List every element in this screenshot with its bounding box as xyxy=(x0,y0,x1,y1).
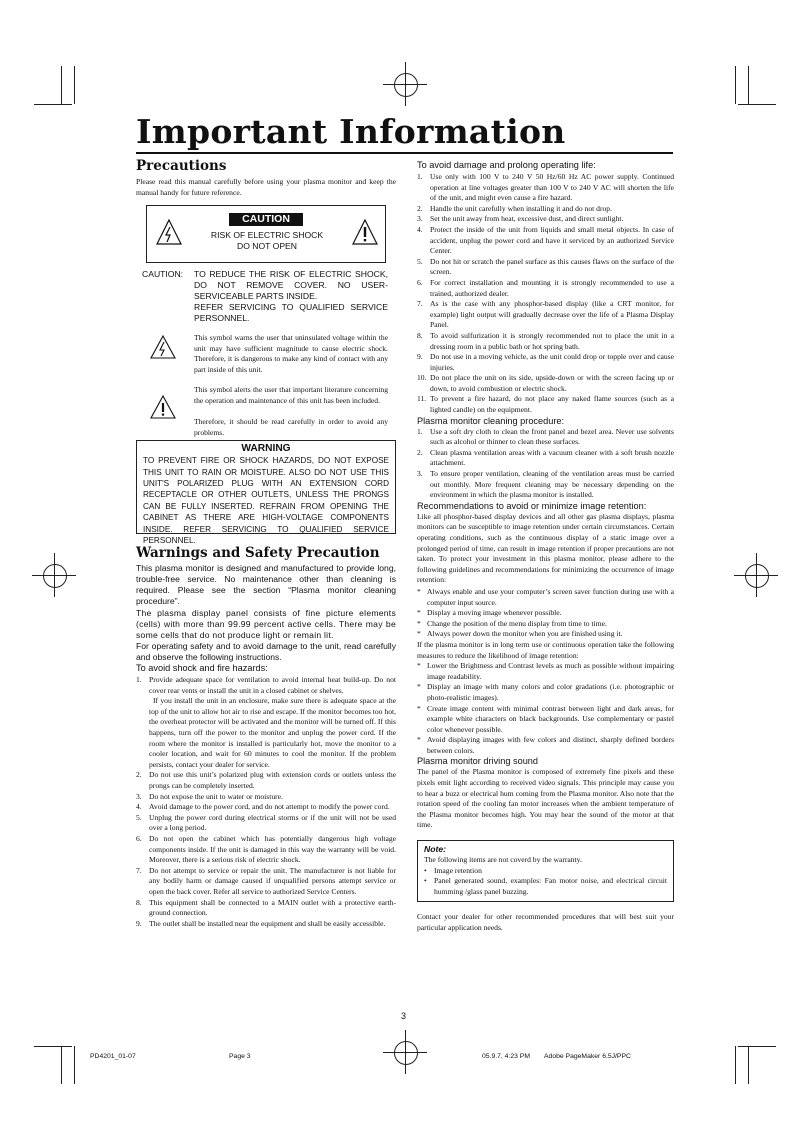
warning-heading: WARNING xyxy=(241,443,291,455)
page-title: Important Information xyxy=(136,112,566,151)
shock-fire-list xyxy=(136,675,396,929)
driving-subhead: Plasma monitor driving sound xyxy=(417,756,539,767)
list-item: * Change the position of the menu display from time to time. xyxy=(417,618,607,628)
list-item: * Always enable and use your computer’s screen saver function during use with a computer input source. xyxy=(417,586,674,607)
footer-date: 05.9.7, 4:23 PM xyxy=(482,1053,530,1060)
caution-text-2: REFER SERVICING TO QUALIFIED SERVICE PERSONNEL. xyxy=(194,302,388,324)
warnings-para-3: For operating safety and to avoid damage to the unit, read carefully and observe the following instructions. xyxy=(136,640,396,662)
list-item: 4. Avoid damage to the power cord, and do not attempt to modify the power cord. xyxy=(136,802,390,812)
title-rule xyxy=(136,152,673,154)
list-item: 9. The outlet shall be installed near the equipment and shall be easily accessible. xyxy=(136,918,386,928)
list-item: 8. To avoid sulfurization it is strongly recommended not to place the unit in a dressing room in a public bath or hot spring bath. xyxy=(417,330,674,351)
list-item: 5. Do not hit or scratch the panel surface as this causes flaws on the surface of the screen. xyxy=(417,256,674,277)
list-item: 6. Do not open the cabinet which has potentially dangerous high voltage components inside. If the unit is damaged in this way the warranty will be void. Moreover, there is a serious risk of electric shock. xyxy=(136,833,396,865)
damage-list xyxy=(417,172,674,416)
warnings-para-2: The plasma display panel consists of fine picture elements (cells) with more than 99.99 percent active cells. There may be some cells that do not produce light or remain lit. xyxy=(136,607,396,640)
list-item: 4. Protect the inside of the unit from liquids and small metal objects. In case of accident, unplug the power cord and have it serviced by an authorized Service Center. xyxy=(417,224,674,256)
page-number: 3 xyxy=(401,1011,407,1021)
risk-line-2: DO NOT OPEN xyxy=(236,241,297,252)
warnings-para-1: This plasma monitor is designed and manufactured to provide long, trouble-free service. No maintenance other than cleaning is required. Please see the section “Plasma monitor cleaning procedure”. xyxy=(136,563,396,607)
caution-block xyxy=(136,205,396,438)
precautions-intro: Please read this manual carefully before using your plasma monitor and keep the manual handy for future reference. xyxy=(136,177,396,197)
caution-label: CAUTION: xyxy=(142,269,184,280)
retention-para: Like all phosphor-based display devices and all other gas plasma displays, plasma monitors can be susceptible to image retention under certain circumstances. Certain operating conditions, such as the continuous display of a static image over a prolonged period of time, can result in image retention if proper precautions are not taken. To protect your investment in this plasma monitor, please adhere to the following guidelines and recommendations for minimizing the occurrence of image retention: xyxy=(417,511,674,585)
cleaning-subhead: Plasma monitor cleaning procedure: xyxy=(417,415,565,426)
list-item: * Always power down the monitor when you are finished using it. xyxy=(417,629,623,639)
note-bullets xyxy=(424,866,667,898)
lightning-symbol-icon xyxy=(150,335,176,359)
symbol2-text-2: Therefore, it should be read carefully in order to avoid any problems. xyxy=(194,417,388,437)
list-item: 3. To ensure proper ventilation, cleaning of the ventilation areas must be carried out monthly. More frequent cleaning may be necessary depending on the environment in which the plasma monitor is installed. xyxy=(417,469,674,500)
warnings-heading: Warnings and Safety Precaution xyxy=(136,545,380,562)
list-item: 7. As is the case with any phosphor-based display (like a CRT monitor, for example) light output will gradually decrease over the life of a Plasma Display Panel. xyxy=(417,299,674,330)
list-item: 3. Do not expose the unit to water or moisture. xyxy=(136,791,283,801)
risk-line-1: RISK OF ELECTRIC SHOCK xyxy=(210,230,324,241)
left-column xyxy=(136,158,396,929)
exclamation-triangle-icon xyxy=(351,218,379,246)
exclamation-symbol-icon xyxy=(150,395,176,419)
warning-box xyxy=(136,440,396,546)
retention-bullets-2 xyxy=(417,661,674,756)
symbol2-text-1: This symbol alerts the user that important literature concerning the operation and maintenance of this unit has been included. xyxy=(194,385,388,405)
list-item: 8. This equipment shall be connected to a MAIN outlet with a protective earth-ground connection. xyxy=(136,897,396,918)
note-box xyxy=(417,840,674,902)
list-item: 11. To prevent a fire hazard, do not place any naked flame sources (such as a lighted candle) on the equipment. xyxy=(417,394,674,415)
caution-text-1: TO REDUCE THE RISK OF ELECTRIC SHOCK, DO NOT REMOVE COVER. NO USER-SERVICEABLE PARTS INSIDE. xyxy=(194,269,388,302)
list-item: * Avoid displaying images with few colors and distinct, sharply defined borders between colors. xyxy=(417,735,674,755)
symbol1-text: This symbol warns the user that uninsulated voltage within the unit may have sufficient magnitude to cause electric shock. Therefore, it is dangerous to make any kind of contact with any part inside of this unit. xyxy=(194,333,388,374)
list-item: 1. Use a soft dry cloth to clean the front panel and bezel area. Never use solvents such as alcohol or thinner to clean these surfaces. xyxy=(417,426,674,447)
list-item: 10. Do not place the unit on its side, upside-down or with the screen facing up or down, to avoid combustion or electric shock. xyxy=(417,373,674,393)
list-item: 3. Set the unit away from heat, excessive dust, and direct sunlight. xyxy=(417,214,624,224)
precautions-heading: Precautions xyxy=(136,158,227,174)
list-item: * Create image content with minimal contrast between light and dark areas, for example white characters on black backgrounds. Use complementary or pastel color whenever possible. xyxy=(417,703,674,734)
lightning-triangle-icon xyxy=(155,218,183,246)
note-intro: The following items are not coverd by the warranty. xyxy=(424,855,582,865)
list-item: * Lower the Brightness and Contrast levels as much as possible without impairing image readability. xyxy=(417,661,674,681)
driving-para: The panel of the Plasma monitor is composed of extremely fine pixels and these pixels emit light according to received video signals. This principle may cause you to hear a buzz or electrical hum coming from the Plasma monitor. Also note that the rotation speed of the cooling fan motor increases when the ambient temperature of the Plasma monitor becomes high. You may hear the sound of the motor at that time. xyxy=(417,767,674,830)
list-item: 2. Handle the unit carefully when installing it and do not drop. xyxy=(417,203,612,213)
list-item: 1. Use only with 100 V to 240 V 50 Hz/60 Hz AC power supply. Continued operation at line voltages greater than 100 V to 240 V AC will shorten the life of the unit, and might even cause a fire hazard. xyxy=(417,172,674,203)
retention-subhead: Recommendations to avoid or minimize image retention: xyxy=(417,500,647,511)
shock-fire-subhead: To avoid shock and fire hazards: xyxy=(136,663,268,674)
damage-subhead: To avoid damage and prolong operating life: xyxy=(417,160,596,170)
footer-page: Page 3 xyxy=(229,1053,251,1060)
right-column xyxy=(417,160,674,934)
cleaning-list xyxy=(417,427,674,501)
caution-tag: CAUTION xyxy=(229,213,303,226)
list-item: • Panel generated sound, examples: Fan motor noise, and electrical circuit humming /glass panel buzzing. xyxy=(424,876,667,896)
list-item: 2. Clean plasma ventilation areas with a vacuum cleaner with a soft brush nozzle attachment. xyxy=(417,447,674,468)
retention-bullets-1 xyxy=(417,587,674,640)
caution-label-box xyxy=(146,205,386,263)
list-item: 9. Do not use in a moving vehicle, as the unit could drop or topple over and cause injuries. xyxy=(417,352,674,372)
retention-para-2: If the plasma monitor is in long term use or continuous operation take the following measures to reduce the likelihood of image retention: xyxy=(417,639,674,660)
list-item: 1. Provide adequate space for ventilation to avoid internal heat build-up. Do not cover rear vents or install the unit in a closed cabinet or shelves. If you install the unit in an enclosure, make sure there is adequate space at the top of the unit to allow hot air to rise and escape. If the monitor becomes too hot, the overheat protector will be activated and the monitor will be turned off. If this happens, turn off the power to the monitor and unplug the power cord. If the room where the monitor is installed is particularly hot, move the monitor to a cooler location, and wait for 60 minutes to cool the monitor. If the problem persists, contact your dealer for service. xyxy=(136,675,396,769)
warning-text: TO PREVENT FIRE OR SHOCK HAZARDS, DO NOT EXPOSE THIS UNIT TO RAIN OR MOISTURE. ALSO DO NOT USE THIS UNIT'S POLARIZED PLUG WITH AN EXTENSION CORD RECEPTACLE OR OTHER OUTLETS, UNLESS THE PRONGS CAN BE FULLY INSERTED. REFRAIN FROM OPENING THE CABINET AS THERE ARE HIGH-VOLTAGE COMPONENTS INSIDE. REFER SERVICING TO QUALIFIED SERVICE PERSONNEL. xyxy=(143,456,389,546)
list-item: 7. Do not attempt to service or repair the unit. The manufacturer is not liable for any bodily harm or damage caused if unqualified persons attempt service or open the back cover. Refer all service to authorized Service Centers. xyxy=(136,865,396,896)
list-item: 5. Unplug the power cord during electrical storms or if the unit will not be used over a long period. xyxy=(136,812,396,833)
list-item: 2. Do not use this unit’s polarized plug with extension cords or outlets unless the prongs can be completely inserted. xyxy=(136,770,396,790)
list-item: 6. For correct installation and mounting it is strongly recommended to use a trained, authorized dealer. xyxy=(417,277,674,298)
footer-file: PD4201_01-07 xyxy=(90,1053,136,1060)
footer-app: Adobe PageMaker 6.5J/PPC xyxy=(544,1053,631,1060)
list-item: * Display an image with many colors and color gradations (i.e. photographic or photo-realistic images). xyxy=(417,682,674,702)
note-heading: Note: xyxy=(424,844,446,855)
list-item: * Display a moving image whenever possible. xyxy=(417,608,562,618)
contact-text: Contact your dealer for other recommended procedures that will best suit your particular application needs. xyxy=(417,912,674,932)
list-item: • Image retention xyxy=(424,865,482,875)
